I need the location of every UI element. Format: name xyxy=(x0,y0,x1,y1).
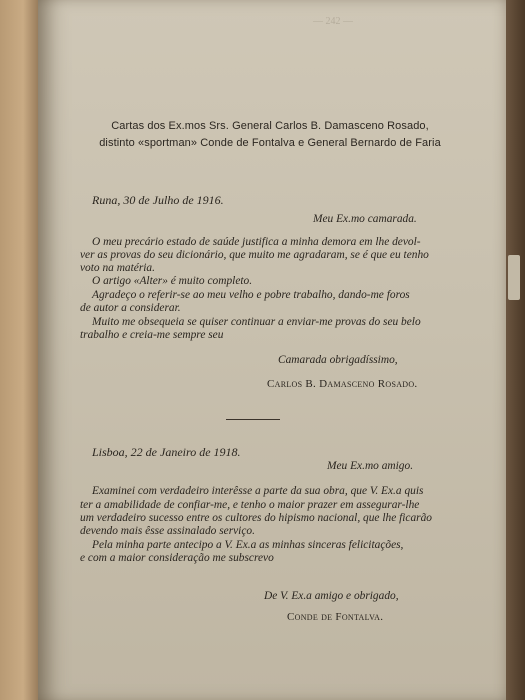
letter1-body-line: de autor a considerar. xyxy=(80,302,181,314)
section-divider xyxy=(226,419,280,420)
letter2-salutation: Meu Ex.mo amigo. xyxy=(327,460,414,472)
heading-line-1: Cartas dos Ex.mos Srs. General Carlos B. Damasceno Rosado, xyxy=(111,120,429,132)
letter1-date: Runa, 30 de Julho de 1916. xyxy=(92,193,224,207)
letter2-signature: Conde de Fontalva. xyxy=(287,611,384,623)
page-tab xyxy=(508,255,520,300)
letter2-body-line: devendo mais êsse assinalado serviço. xyxy=(80,525,255,537)
letter1-closing: Camarada obrigadíssimo, xyxy=(278,354,398,366)
letter2-body-line: Examinei com verdadeiro interêsse a parte da sua obra, que V. Ex.a quis xyxy=(92,485,424,497)
letter2-body-line: ter a amabilidade de confiar-me, e tenho o maior prazer em assegurar-lhe xyxy=(80,499,420,511)
letter1-body-line: Agradeço o referir-se ao meu velho e pobre trabalho, dando-me foros xyxy=(92,289,410,301)
letter2-body-line: um verdadeiro sucesso entre os cultores do hipismo nacional, que lhe ficarão xyxy=(80,512,433,524)
letter2-body-line: Pela minha parte antecipo a V. Ex.a as minhas sinceras felicitações, xyxy=(92,539,404,551)
next-page-edge xyxy=(506,0,525,700)
page-number: — 242 — xyxy=(313,16,353,27)
letter1-body-line: O meu precário estado de saúde justifica a minha demora em lhe devol- xyxy=(92,236,421,248)
book-binding-edge xyxy=(0,0,42,700)
letter1-body-line: O artigo «Alter» é muito completo. xyxy=(92,275,253,287)
letter1-body-line: ver as provas do seu dicionário, que muito me agradaram, se é que eu tenho xyxy=(80,249,429,261)
letter1-body-line: trabalho e creia-me sempre seu xyxy=(80,329,224,341)
page-heading xyxy=(60,118,480,152)
letter2-date: Lisboa, 22 de Janeiro de 1918. xyxy=(92,445,241,459)
letter1-body-line: voto na matéria. xyxy=(80,262,155,274)
letter1-signature: Carlos B. Damasceno Rosado. xyxy=(267,378,418,390)
letter2-closing: De V. Ex.a amigo e obrigado, xyxy=(264,590,399,602)
letter1-salutation: Meu Ex.mo camarada. xyxy=(313,213,417,225)
letter2-body-line: e com a maior consideração me subscrevo xyxy=(80,552,274,564)
letter1-body-line: Muito me obsequeia se quiser continuar a enviar-me provas do seu belo xyxy=(92,316,421,328)
heading-line-2: distinto «sportman» Conde de Fontalva e General Bernardo de Faria xyxy=(99,137,441,149)
